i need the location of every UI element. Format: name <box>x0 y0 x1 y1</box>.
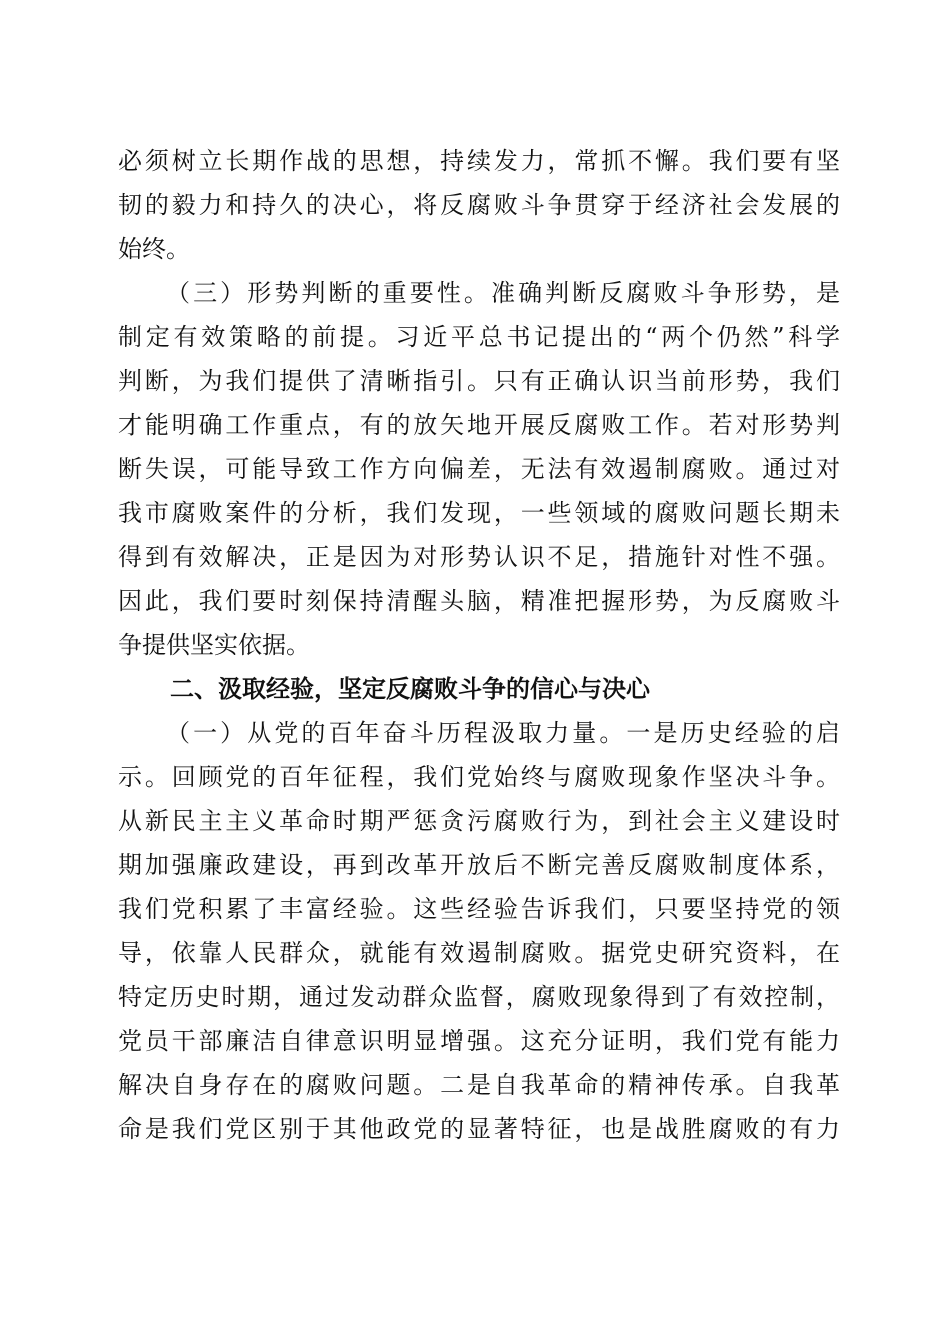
body-line: 我们党积累了丰富经验。这些经验告诉我们，只要坚持党的领 <box>118 895 840 923</box>
body-line: 命是我们党区别于其他政党的显著特征，也是战胜腐败的有力 <box>118 1115 840 1143</box>
body-line: 才能明确工作重点，有的放矢地开展反腐败工作。若对形势判 <box>118 411 840 439</box>
body-line: 争提供坚实依据。 <box>118 631 310 659</box>
body-line: 示。回顾党的百年征程，我们党始终与腐败现象作坚决斗争。 <box>118 763 840 791</box>
body-line: 得到有效解决，正是因为对形势认识不足，措施针对性不强。 <box>118 543 840 571</box>
body-line: 导，依靠人民群众，就能有效遏制腐败。据党史研究资料，在 <box>118 939 840 967</box>
body-line: 特定历史时期，通过发动群众监督，腐败现象得到了有效控制， <box>118 983 840 1011</box>
body-line: 始终。 <box>118 235 190 263</box>
body-line: 我市腐败案件的分析，我们发现，一些领域的腐败问题长期未 <box>118 499 840 527</box>
section-heading: 二、汲取经验，坚定反腐败斗争的信心与决心 <box>170 675 650 703</box>
body-line: 党员干部廉洁自律意识明显增强。这充分证明，我们党有能力 <box>118 1027 840 1055</box>
body-line: 断失误，可能导致工作方向偏差，无法有效遏制腐败。通过对 <box>118 455 840 483</box>
body-line: 制定有效策略的前提。习近平总书记提出的“两个仍然”科学 <box>118 323 840 351</box>
body-line: 解决自身存在的腐败问题。二是自我革命的精神传承。自我革 <box>118 1071 840 1099</box>
body-line: 从新民主主义革命时期严惩贪污腐败行为，到社会主义建设时 <box>118 807 840 835</box>
paragraph-start-line: （一）从党的百年奋斗历程汲取力量。一是历史经验的启 <box>166 719 840 747</box>
body-line: 韧的毅力和持久的决心，将反腐败斗争贯穿于经济社会发展的 <box>118 191 840 219</box>
body-line: 期加强廉政建设，再到改革开放后不断完善反腐败制度体系， <box>118 851 840 879</box>
body-line: 必须树立长期作战的思想，持续发力，常抓不懈。我们要有坚 <box>118 147 840 175</box>
body-line: 因此，我们要时刻保持清醒头脑，精准把握形势，为反腐败斗 <box>118 587 840 615</box>
paragraph-start-line: （三）形势判断的重要性。准确判断反腐败斗争形势，是 <box>166 279 840 307</box>
body-line: 判断，为我们提供了清晰指引。只有正确认识当前形势，我们 <box>118 367 840 395</box>
